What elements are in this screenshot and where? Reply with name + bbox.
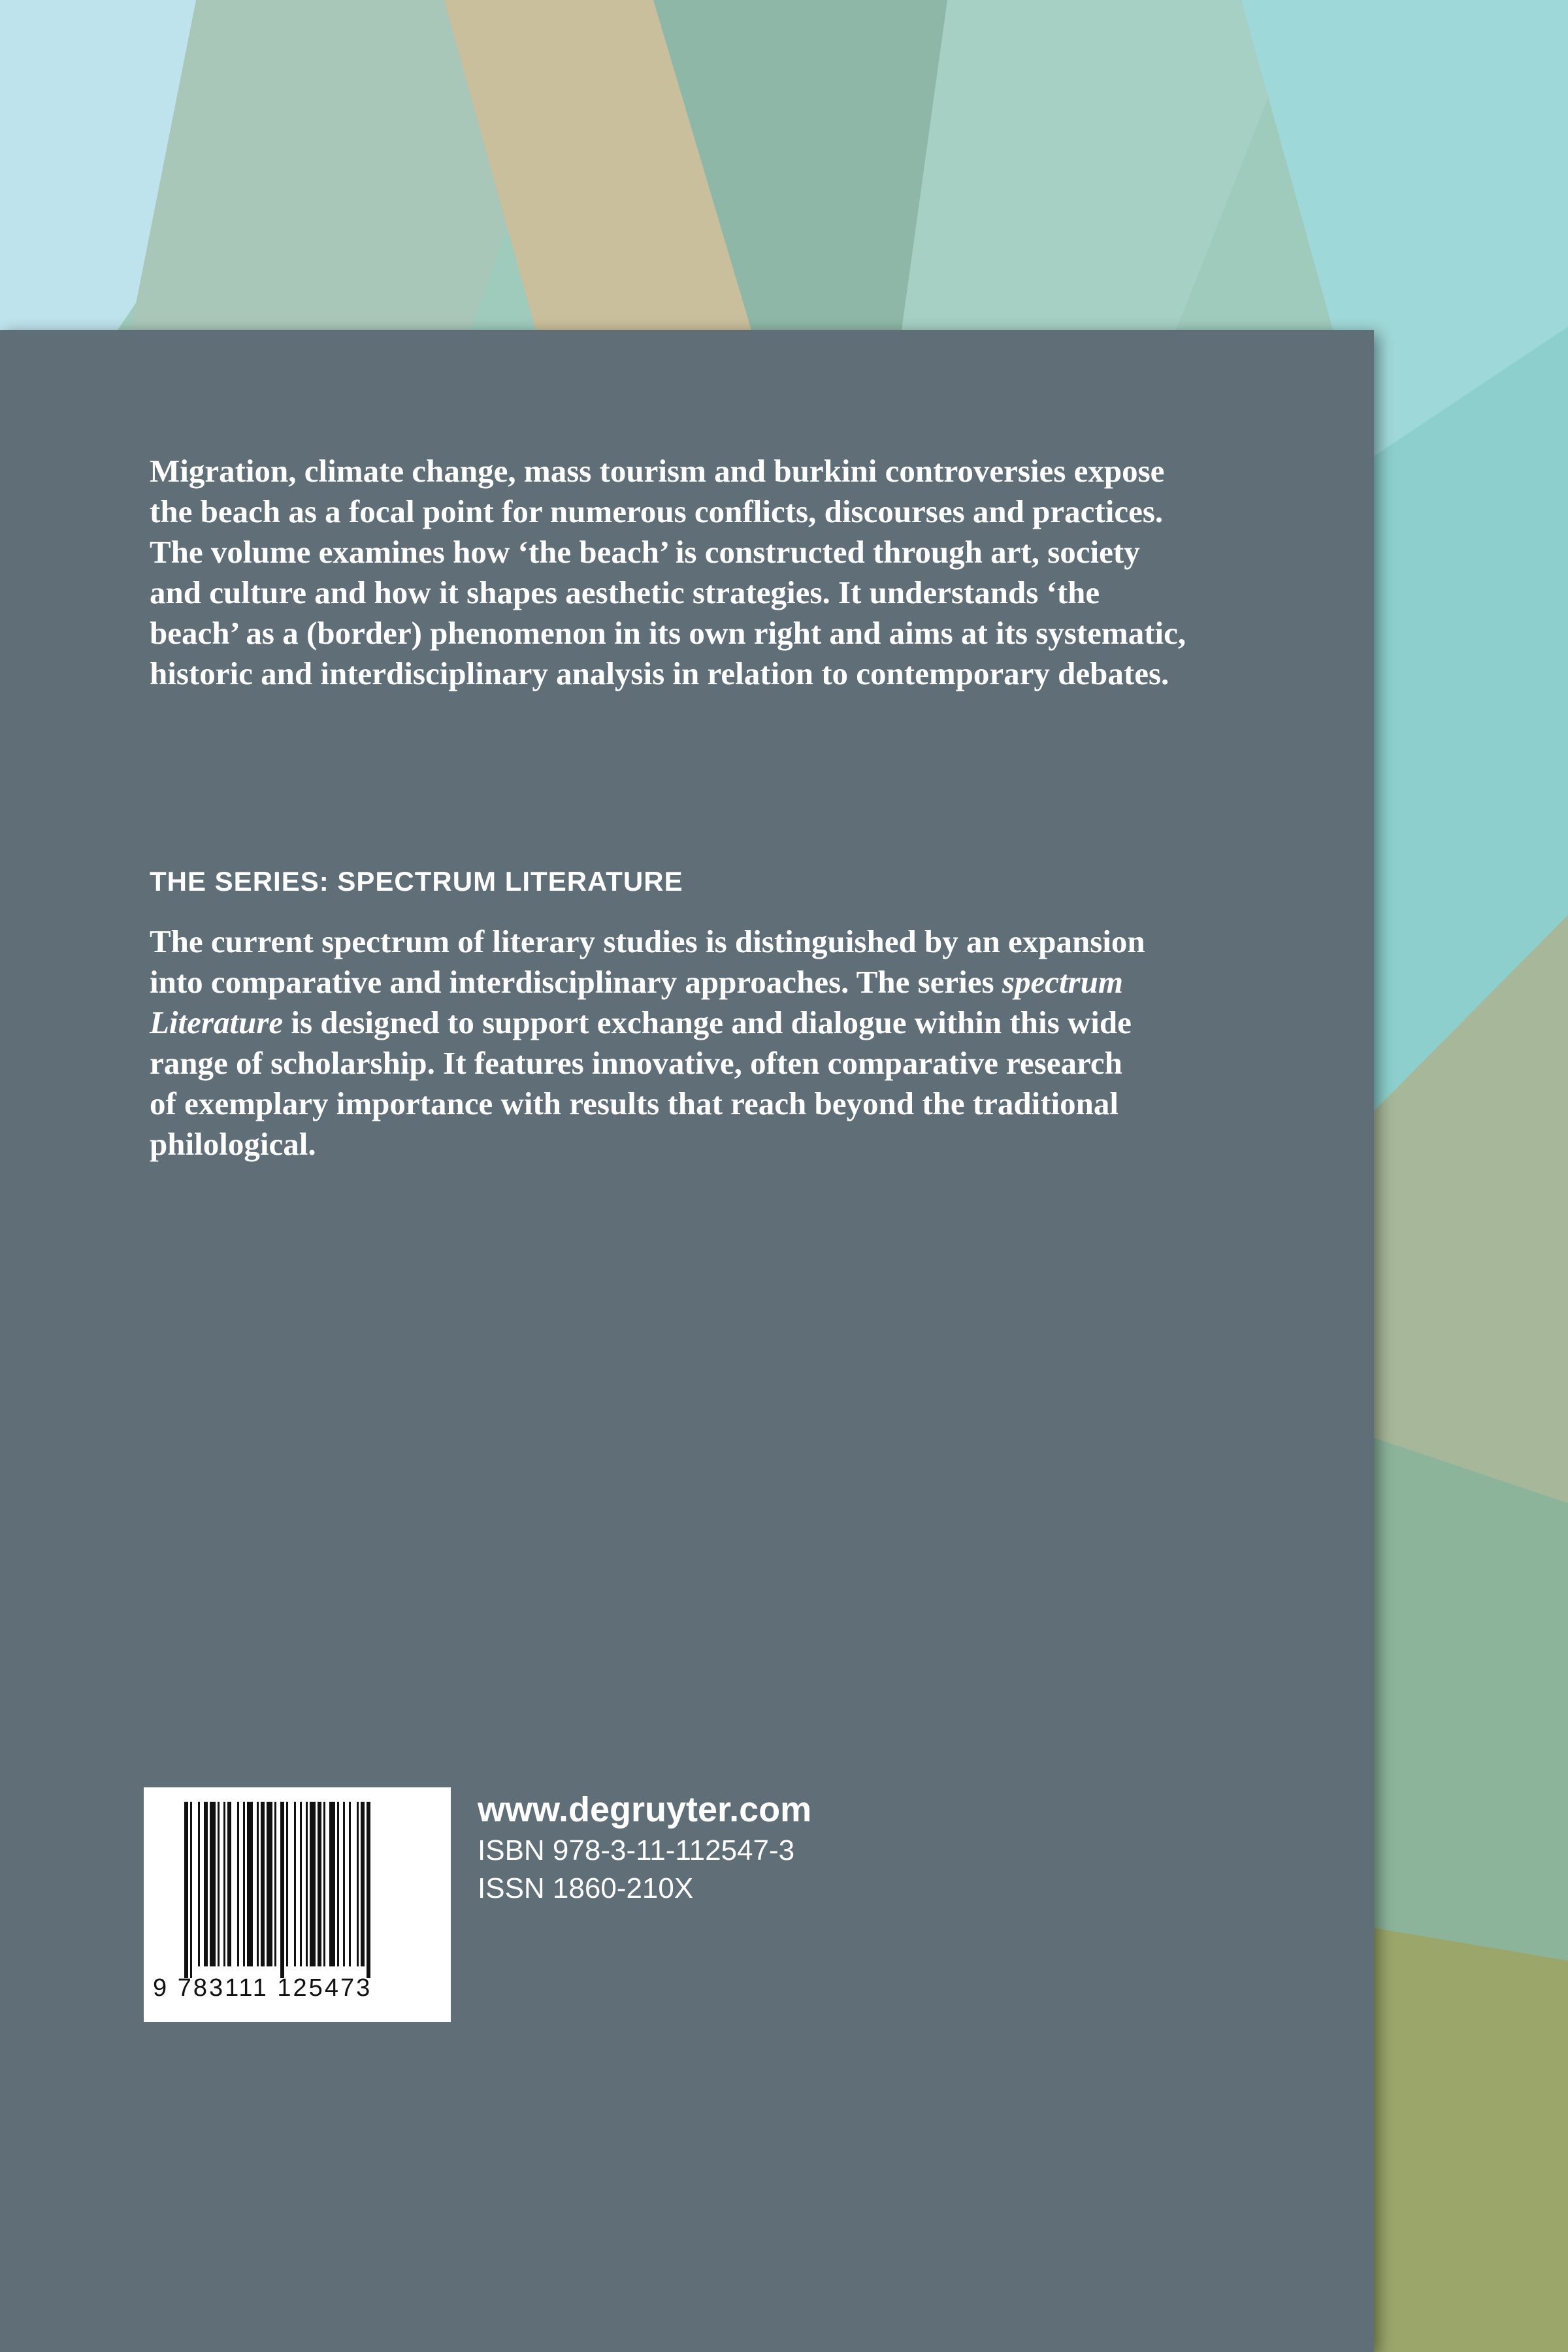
description-line: the beach as a focal point for numerous conflicts, discourses and practices.	[150, 493, 1164, 529]
barcode-bar	[190, 1802, 192, 1978]
barcode-bar	[267, 1802, 272, 1966]
series-line	[150, 962, 1260, 1002]
description-line: Migration, climate change, mass tourism and burkini controversies expose	[150, 453, 1165, 489]
barcode-bar	[257, 1802, 259, 1966]
barcode-bar	[227, 1802, 231, 1966]
series-line	[150, 1002, 1260, 1043]
barcode-bar	[343, 1802, 345, 1966]
book-description	[150, 451, 1260, 694]
series-line: of exemplary importance with results that reach beyond the traditional	[150, 1085, 1119, 1121]
barcode-bar	[323, 1802, 325, 1966]
description-line: The volume examines how ‘the beach’ is constructed through art, society	[150, 534, 1140, 570]
series-line: range of scholarship. It features innovative, often comparative research	[150, 1045, 1122, 1081]
series-title-italic: Literature	[150, 1004, 284, 1040]
series-text: is designed to support exchange and dialogue within this wide	[283, 1004, 1132, 1040]
barcode-bar	[310, 1802, 316, 1966]
barcode-bar	[306, 1802, 308, 1966]
series-text: into comparative and interdisciplinary approaches. The series	[150, 964, 1002, 1000]
barcode-bar	[318, 1802, 321, 1966]
description-line: beach’ as a (border) phenomenon in its own right and aims at its systematic,	[150, 615, 1186, 651]
series-title-italic: spectrum	[1002, 964, 1123, 1000]
barcode-bar	[280, 1802, 284, 1978]
barcode-bar	[294, 1802, 296, 1966]
barcode-bar	[247, 1802, 253, 1966]
description-line: and culture and how it shapes aesthetic strategies. It understands ‘the	[150, 574, 1100, 610]
barcode-bar	[361, 1802, 365, 1966]
series-line: The current spectrum of literary studies is distinguished by an expansion	[150, 923, 1145, 959]
barcode	[144, 1787, 451, 2022]
series-line: philological.	[150, 1126, 316, 1162]
barcode-bar	[223, 1802, 225, 1966]
series-heading: THE SERIES: SPECTRUM LITERATURE	[150, 866, 683, 897]
barcode-bar	[300, 1802, 302, 1966]
barcode-digits: 9 783111 125473	[153, 1974, 372, 2002]
series-description	[150, 921, 1260, 1165]
barcode-bar	[204, 1802, 208, 1966]
barcode-bar	[198, 1802, 200, 1966]
barcode-bar	[237, 1802, 239, 1966]
isbn-number: ISBN 978-3-11-112547-3	[478, 1834, 795, 1866]
barcode-bar	[286, 1802, 288, 1966]
back-cover-panel	[0, 330, 1374, 2352]
barcode-bar	[337, 1802, 339, 1966]
description-line: historic and interdisciplinary analysis in relation to contemporary debates.	[150, 655, 1169, 691]
issn-number: ISSN 1860-210X	[478, 1872, 694, 1904]
publisher-info	[478, 1787, 811, 1908]
barcode-bar	[243, 1802, 245, 1966]
barcode-bar	[210, 1802, 216, 1966]
barcode-bar	[184, 1802, 188, 1978]
barcode-bar	[349, 1802, 351, 1966]
barcode-bar	[218, 1802, 220, 1966]
barcode-bar	[329, 1802, 335, 1966]
publisher-website-link[interactable]: www.degruyter.com	[478, 1790, 812, 1829]
barcode-bar	[261, 1802, 265, 1966]
barcode-bar	[367, 1802, 370, 1978]
barcode-bar	[274, 1802, 276, 1966]
barcode-bar	[357, 1802, 359, 1966]
